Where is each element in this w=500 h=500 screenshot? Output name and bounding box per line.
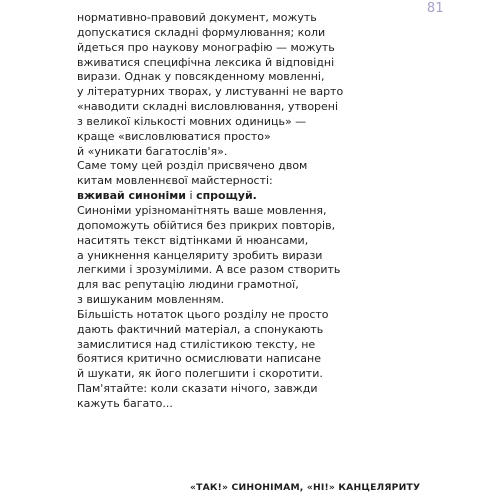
- text-line: краще «висловлюватися просто»: [77, 129, 271, 143]
- text-line: Саме тому цей розділ присвячено двом: [77, 159, 308, 173]
- text-line: вирази. Однак у повсякденному мовленні,: [77, 70, 325, 84]
- text-line: йдеться про наукову монографію — можуть: [77, 40, 335, 54]
- text-line: легкими і зрозумілими. А все разом створить: [77, 263, 341, 277]
- text-line: Пам'ятайте: коли сказати нічого, завжди: [77, 382, 318, 396]
- highlight-synonyms: вживай синоніми: [77, 189, 186, 203]
- highlight-period: .: [252, 189, 257, 203]
- text-line: Більшість нотаток цього розділу не просто: [77, 307, 329, 321]
- text-line: вживатися специфічна лексика й відповідні: [77, 55, 335, 69]
- text-line: допоможуть обійтися без прикрих повторів,: [77, 218, 336, 232]
- text-line: замислитися над стилістикою тексту, не: [77, 337, 316, 351]
- text-line: для вас репутацію людини грамотної,: [77, 278, 299, 292]
- highlight-simplify: спрощуй: [196, 189, 253, 203]
- highlight-line: [77, 189, 377, 204]
- text-line: «наводити складні висловлювання, утворені: [77, 100, 339, 114]
- body-text: [77, 11, 377, 412]
- text-line: китам мовленнєвої майстерності:: [77, 174, 273, 188]
- text-line: нормативно-правовий документ, можуть: [77, 11, 317, 24]
- text-line: допускатися складні формулювання; коли: [77, 25, 326, 39]
- text-line: а уникнення канцеляриту зробить вирази: [77, 248, 323, 262]
- text-line: дають фактичний матеріал, а спонукають: [77, 322, 324, 336]
- running-footer: «ТАК!» СИНОНІМАМ, «НІ!» КАНЦЕЛЯРИТУ: [190, 482, 421, 493]
- text-line: з великої кількості мовних одиниць» —: [77, 114, 307, 128]
- text-line: й шукати, як його полегшити і скоротити.: [77, 367, 323, 381]
- text-line: Синоніми урізноманітнять ваше мовлення,: [77, 203, 327, 217]
- text-line: наситять текст відтінками й нюансами,: [77, 233, 309, 247]
- highlight-connector: і: [186, 189, 197, 203]
- page-number: 81: [426, 1, 444, 16]
- text-line: боятися критично осмислювати написане: [77, 352, 321, 366]
- text-line: й «уникати багатослів'я».: [77, 144, 228, 158]
- text-line: кажуть багато...: [77, 396, 173, 410]
- text-line: у літературних творах, у листуванні не варто: [77, 85, 344, 99]
- text-line: з вишуканим мовленням.: [77, 293, 225, 307]
